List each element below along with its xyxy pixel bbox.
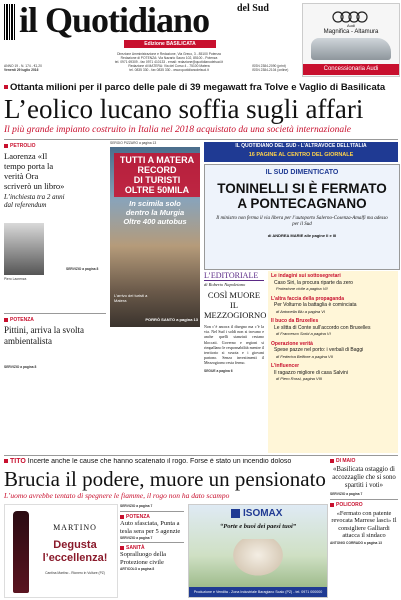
- isomax-brand: ISOMAX: [243, 508, 283, 519]
- jump-policoro[interactable]: ANTONIO CORRADO a pagina 13: [330, 541, 382, 546]
- info-line: Redazione di POTENZA: Via Nazario Sauro 102, 85100 - Potenza: [120, 56, 218, 60]
- section-label: DI MAIO: [336, 458, 356, 464]
- wine-line2: l’eccellenza!: [42, 552, 108, 564]
- issue-info: [4, 64, 84, 72]
- index-item[interactable]: Per Volturno la battaglia è cominciata: [274, 302, 357, 308]
- editorial-body: Non c’è ancora il disegno ma c’è la via. Nel Sud i soldi non si trovano e anche quelli stanziati restano bloccati. Governo e regioni si rimpallano le responsabilità mentre il territorio si svuota e i giovani partono. Senza investimenti il Mezzogiorno resta fermo.: [204, 324, 264, 366]
- issue-line: ANNO 19 - N. 174 - €1,20: [4, 64, 42, 68]
- box-kicker: IL SUD DIMENTICATO: [265, 169, 339, 176]
- banner-line: TUTTI A MATERA: [119, 155, 195, 165]
- masthead-info: [84, 52, 254, 72]
- jump-c[interactable]: ARTICOLO a pagina 8: [120, 567, 155, 571]
- divider: [4, 139, 398, 140]
- section-label: SANITÀ: [126, 545, 145, 551]
- martino-brand: MARTINO: [53, 523, 97, 532]
- audi-car-image: [311, 38, 391, 60]
- story-pittini[interactable]: Pittini, arriva la svolta ambientalista: [4, 325, 84, 346]
- photo-laorenza: [4, 223, 44, 275]
- index-item[interactable]: Le slitta di Conte sull’accordo con Bruxelles: [274, 324, 371, 331]
- main-subhead: Il più grande impianto costruito in Italia nel 2018 acquistato da una società internazionale: [4, 125, 351, 135]
- isomax-footer: Produzione e Vendita - Zona Industriale Baragiano Scalo (PZ) - tel. 0971 000000: [189, 587, 327, 597]
- main-headline[interactable]: L’eolico lucano soffia sugli affari: [4, 94, 364, 124]
- bullet-icon: [4, 459, 8, 463]
- banner-line: OLTRE 50MILA: [124, 185, 190, 195]
- section-label: POLICORO: [336, 502, 363, 508]
- jump-b[interactable]: SERVIZIO a pagina 7: [120, 536, 153, 540]
- story-auto[interactable]: Auto sfasciata, Punta a tesla sera per 5 agenzie: [120, 520, 181, 535]
- bullet-icon: [4, 144, 8, 148]
- subhead2: L’uomo avrebbe tentato di spegnere le fiamme, il rogo non ha dato scampo: [4, 491, 230, 500]
- divider: [120, 542, 184, 543]
- story-laorenza[interactable]: Laorenza «Il tempo porta la verità Ora scriverò un libro»: [4, 151, 65, 191]
- story-laorenza-sub: L’inchiesta tra 2 anni dal referendum: [4, 193, 65, 209]
- strip-text: Incerte anche le cause che hanno scatenato il rogo. Forse è stato un incendio doloso: [27, 458, 292, 465]
- section-petrolio: [4, 143, 106, 149]
- photo-caption-box: L’arrivo dei turisti a Matera: [114, 293, 148, 303]
- kicker[interactable]: [4, 82, 398, 93]
- photo-caption: Piero Laorenza: [4, 277, 27, 281]
- banner-line: In scimila solo: [129, 199, 181, 208]
- editorial-author: di Roberto Napoletano: [204, 282, 246, 287]
- index-title[interactable]: L’influencer: [271, 363, 300, 369]
- box-headline: TONINELLI SI È FERMATO A PONTECAGNANO: [217, 181, 387, 211]
- index-item: di Antonella Blu a pagina VI: [276, 308, 325, 314]
- strip-kicker[interactable]: [4, 458, 324, 465]
- editorial-label: L’EDITORIALE: [204, 271, 264, 281]
- box-jump[interactable]: di ANDREA MARIE alle pagine II e III: [267, 233, 337, 238]
- ad-audi[interactable]: [302, 3, 400, 77]
- wine-line1: Degusta: [53, 539, 97, 551]
- index-item: di Francesco Sorbi a pagina VI: [276, 331, 331, 336]
- section-label: POTENZA: [10, 317, 34, 323]
- matera-photo[interactable]: [110, 147, 200, 327]
- isomax-slogan: “Porte e buoi dei paesi tuoi”: [219, 523, 296, 530]
- index-item: di Piero Rossi, pagina VIII: [276, 376, 323, 381]
- isomax-logo-icon: [231, 509, 240, 518]
- photo-credit: SERGIO PIZZARO a pagina 13: [110, 141, 157, 145]
- jump-dimaio[interactable]: SERVIZIO a pagina 7: [330, 492, 363, 496]
- masthead-logo-suffix: del Sud: [237, 3, 269, 14]
- banner-line: Oltre 400 autobus: [123, 217, 187, 226]
- issue-date: Venerdì 29 luglio 2016: [4, 68, 39, 72]
- ad-isomax[interactable]: [188, 504, 328, 598]
- bullet-icon: [330, 459, 334, 463]
- edition-label: Edizione BASILICATA: [144, 41, 196, 47]
- info-line: tel. 0835 330 - fax 0835 330 - www.quotidianodelsud.it: [129, 68, 209, 72]
- audi-line2: Concessionaria Audi: [303, 64, 399, 75]
- index-title[interactable]: Il buco da Bruxelles: [271, 318, 319, 324]
- info-line: Redazione di MATERA: Via del Corso 4 - 75100 Matera: [128, 64, 210, 68]
- right-column-2: [330, 458, 398, 598]
- index-title[interactable]: Operazione verità: [271, 340, 313, 347]
- photo-jump[interactable]: PORRÒ SANTO a pagina 13: [145, 317, 198, 322]
- info-line: Direzione Amministrazione e Redazione, Via Greco, 3 - 85100 Potenza: [117, 52, 221, 56]
- barcode: [4, 4, 16, 40]
- editorial-jump[interactable]: SEGUE a pagina 6: [204, 368, 233, 373]
- story-sopralluogo[interactable]: Sopralluogo della Protezione civile: [120, 551, 167, 566]
- photo-banner: [114, 153, 200, 197]
- divider: [4, 455, 398, 456]
- section-label: PETROLIO: [10, 143, 36, 149]
- toninelli-box[interactable]: [204, 164, 400, 270]
- wine-small: Cantina Martino - Rionero in Vulture (PZ): [45, 571, 105, 575]
- masthead-logo[interactable]: [19, 0, 209, 40]
- promo-bar[interactable]: [204, 142, 398, 162]
- box-body: Il ministro non ferma il via libera per l’autoporto Salerno-Cosenza-Amalfi ma adesso per il Sud: [216, 216, 388, 227]
- index-title[interactable]: L’altra faccia della propaganda: [271, 295, 345, 302]
- masthead-logo-text: il Quotidiano: [19, 0, 210, 40]
- issn-block: [252, 64, 302, 72]
- jump-laorenza[interactable]: SERVIZIO a pagina 8: [66, 267, 99, 271]
- story-policoro[interactable]: «Fermato con patente revocata Marrese lasci» Il consigliere Galliardi attacca il sindaco: [331, 510, 397, 539]
- index-item[interactable]: Spese pazze nel porto: i verbali di Baggi: [274, 347, 364, 353]
- index-item: di Federica Belfiore a pagina VII: [276, 353, 333, 359]
- audi-brand: Audi: [346, 23, 355, 28]
- editorial-title: COSÌ MUORE IL MEZZOGIORNO: [204, 290, 267, 320]
- bullet-icon: [120, 515, 124, 519]
- banner-line: dentro la Murgia: [125, 208, 185, 217]
- audi-line1: Magnifica - Altamura: [323, 29, 379, 35]
- bullet-icon: [4, 85, 8, 89]
- middle-column: [120, 504, 184, 596]
- ad-martino[interactable]: [4, 504, 118, 598]
- index-item: Protezione civile a pagina VII: [276, 286, 328, 291]
- section-dimaio: [330, 458, 398, 464]
- promo-line: IL QUOTIDIANO DEL SUD - L’ALTRAVOCE DELL’ITALIA: [235, 143, 367, 149]
- divider: [4, 313, 106, 314]
- section-label: POTENZA: [126, 514, 150, 520]
- jump-a[interactable]: SERVIZIO a pagina 7: [120, 504, 153, 508]
- headline2[interactable]: Brucia il podere, muore un pensionato: [4, 467, 326, 491]
- bullet-icon: [4, 318, 8, 322]
- index-title[interactable]: Le indagini sui sottosegretari: [271, 273, 341, 279]
- audi-rings-icon: [331, 10, 371, 22]
- section-policoro: [330, 502, 398, 508]
- left-column: [4, 143, 106, 453]
- cow-image: [229, 539, 287, 579]
- info-line: tel. 0971 69309 - fax 0971 410133 - email: redazione@quotidianodelsud.it: [114, 60, 224, 64]
- issn-print: ISSN 2384-2090 (print): [252, 64, 286, 68]
- index-box: [268, 271, 398, 453]
- section-potenza: [4, 317, 34, 323]
- divider: [330, 499, 398, 500]
- bullet-icon: [120, 546, 124, 550]
- promo-line: 16 PAGINE AL CENTRO DEL GIORNALE: [248, 152, 354, 158]
- issn-online: ISSN 2384-2104 (online): [252, 68, 289, 72]
- bullet-icon: [330, 503, 334, 507]
- kicker-text: Ottanta milioni per il parco delle pale di 39 megawatt fra Tolve e Vaglio di Basilicata: [10, 82, 386, 93]
- photo-subbanner: [114, 199, 196, 226]
- editorial[interactable]: [204, 271, 267, 453]
- index-item[interactable]: Il ragazzo migliore di casa Salvini: [274, 369, 348, 376]
- index-item[interactable]: Caso Siri, la procura riparte da zero: [274, 279, 353, 286]
- story-dimaio[interactable]: «Basilicata ostaggio di accozzaglie che si sono spartiti i voti»: [332, 466, 396, 489]
- jump-pittini[interactable]: SERVIZIO a pagina 8: [4, 365, 37, 369]
- banner-line: RECORD: [137, 165, 177, 175]
- edition-badge: [124, 40, 216, 48]
- divider: [120, 511, 184, 512]
- banner-line: DI TURISTI: [133, 175, 181, 185]
- wine-bottle-image: [13, 511, 29, 593]
- strip-label: TITO: [10, 458, 26, 465]
